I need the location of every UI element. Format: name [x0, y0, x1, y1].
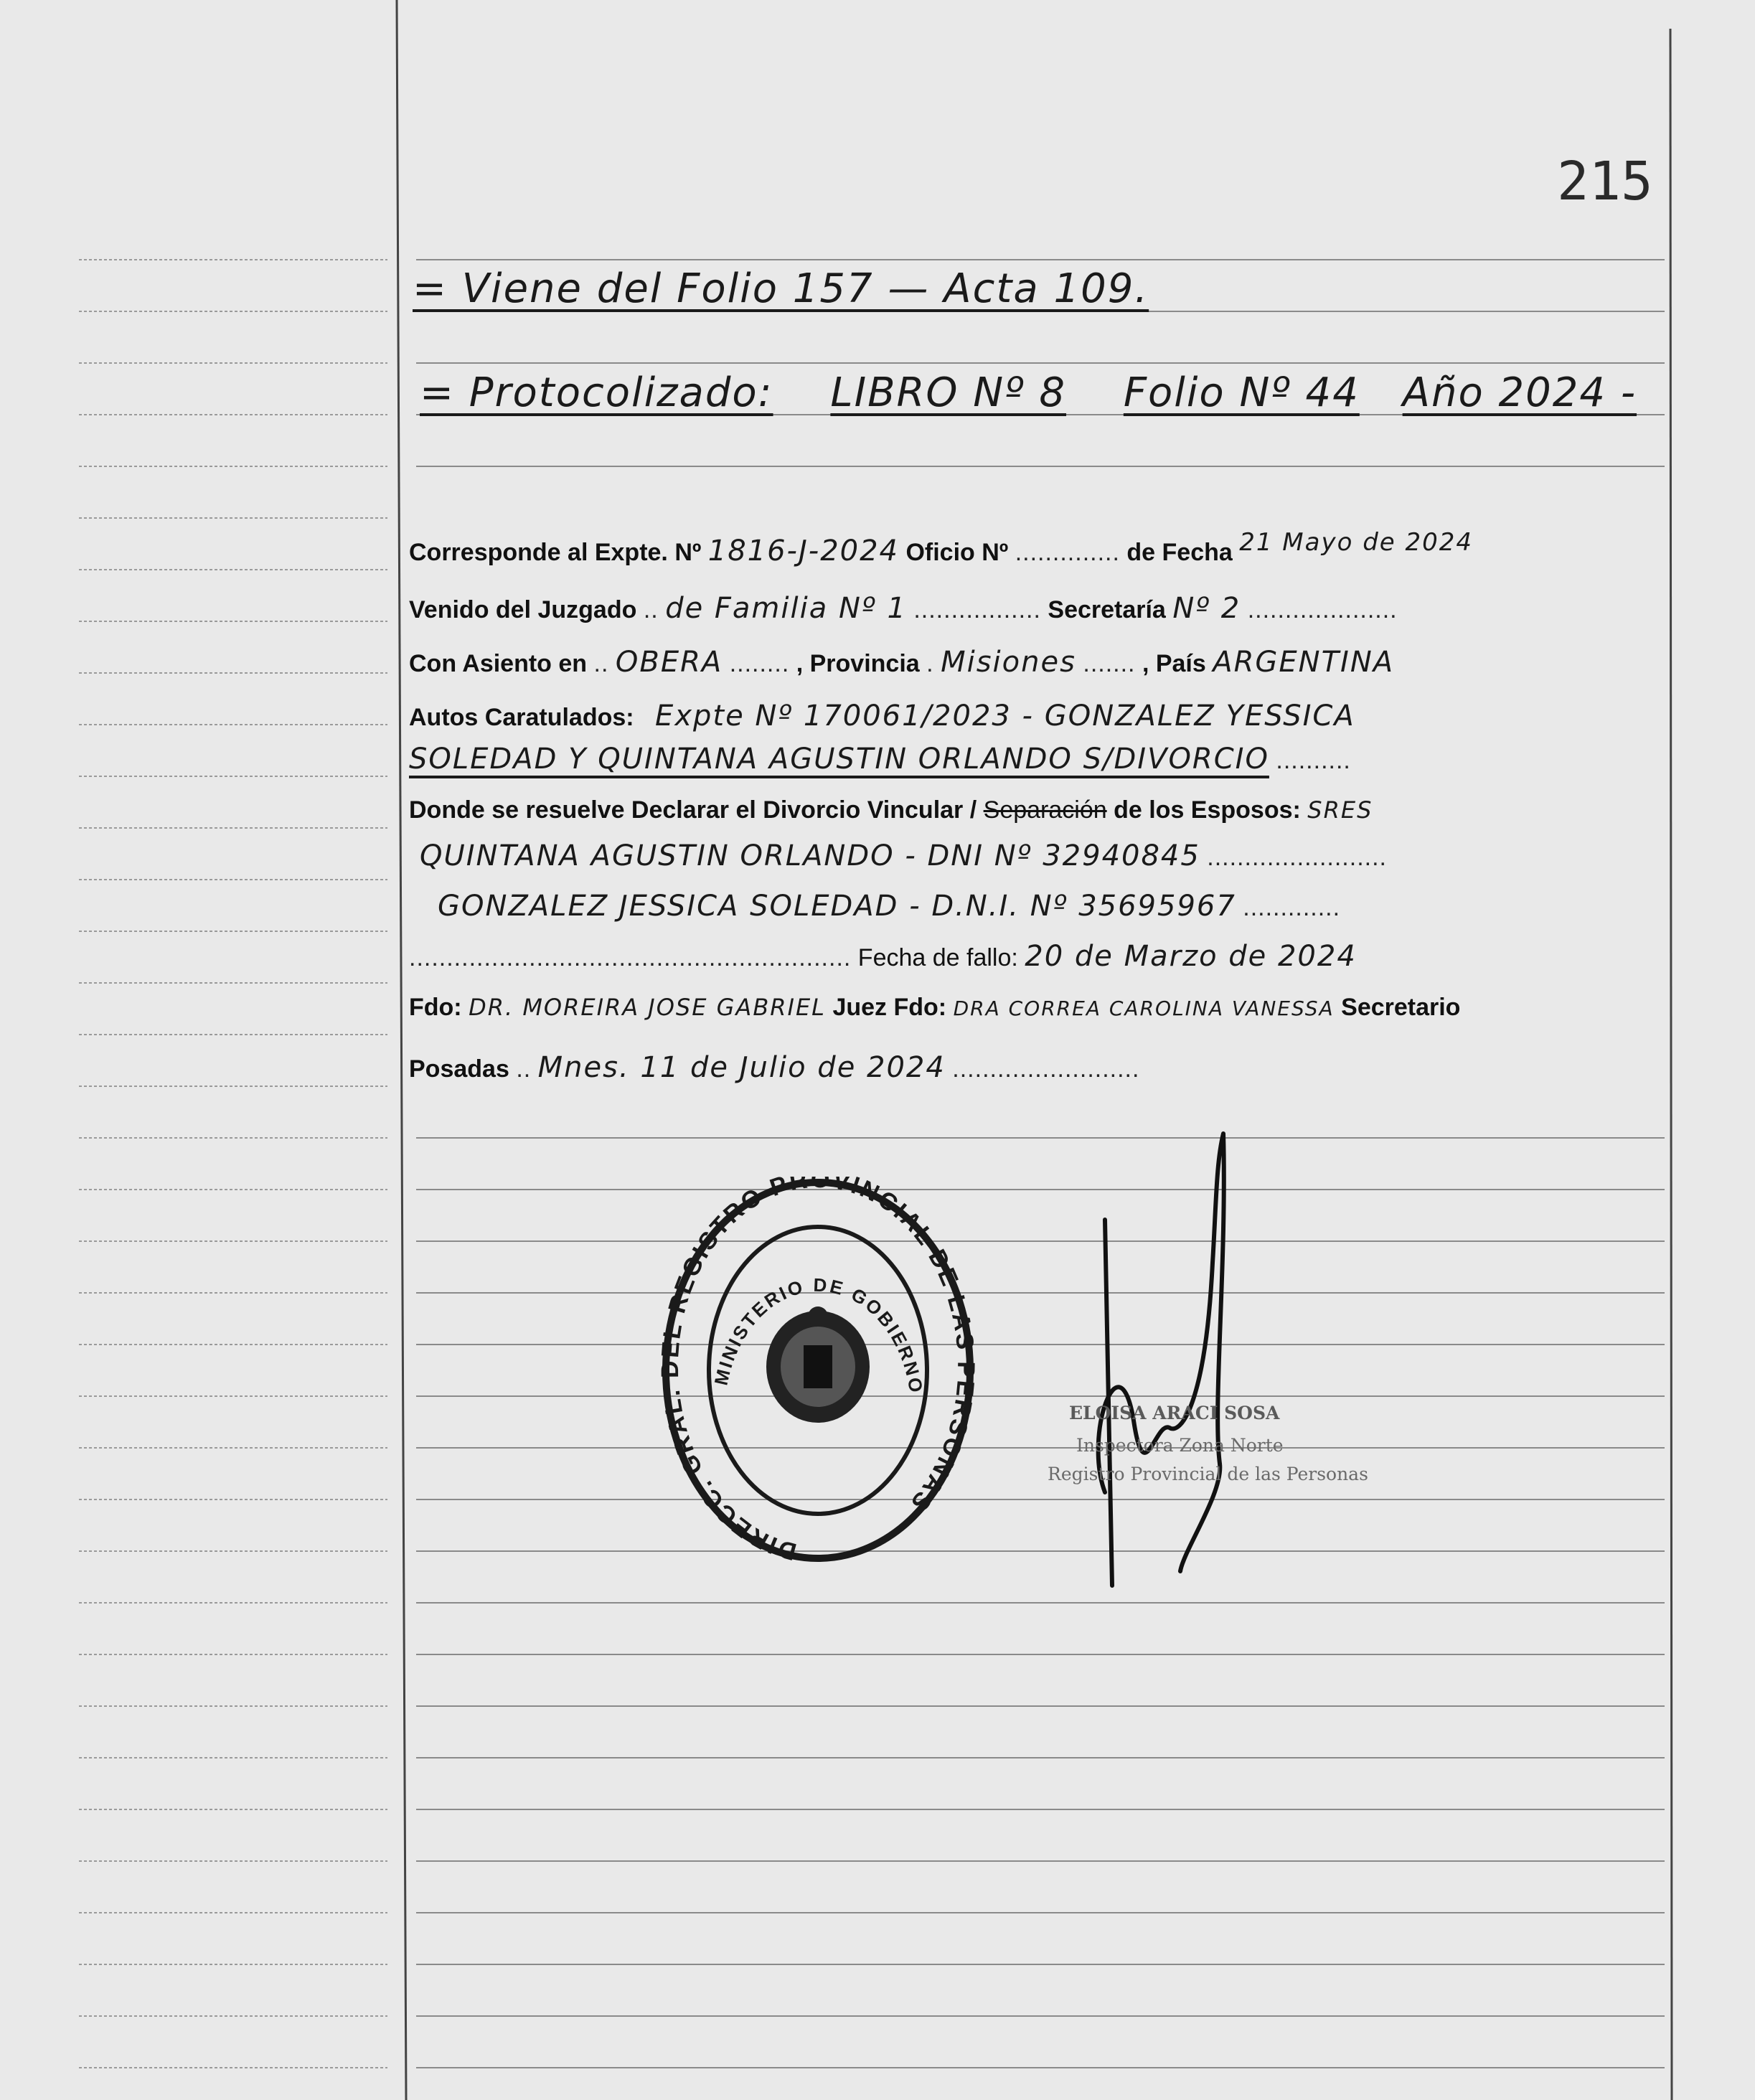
signature-org: Registro Provincial de las Personas	[1048, 1464, 1368, 1484]
dotted-fill: ..............	[1015, 539, 1120, 566]
folio-number: Folio Nº 44	[1123, 369, 1360, 416]
dotted-fill: .................	[913, 596, 1041, 623]
seal-outer-text: DIRECC. GRAL. L REGISTRO PROVINCIAL DE LA RSONAS	[660, 1177, 976, 1564]
asiento-label: Con Asiento en	[409, 650, 588, 677]
esposo-value: QUINTANA AGUSTIN ORLANDO - DNI Nº 32940845	[420, 839, 1200, 872]
dotted-fill: .......	[1083, 650, 1136, 677]
handwritten-signature	[1019, 1119, 1406, 1593]
autos-value-2: SOLEDAD Y QUINTANA AGUSTIN ORLANDO S/DIVORCIO	[409, 743, 1269, 776]
autos-line-2	[409, 743, 1351, 776]
esposos-prefix: SRES	[1307, 796, 1373, 824]
juez-value: DRA CORREA CAROLINA VANESSA	[953, 997, 1335, 1020]
fecha-value: 21 Mayo de 2024	[1239, 528, 1474, 557]
juzgado-line	[409, 592, 1398, 625]
signature-title: Inspectora Zona Norte	[1076, 1435, 1284, 1456]
asiento-value: OBERA	[615, 646, 723, 679]
asiento-line	[409, 646, 1394, 679]
provincia-value: Misiones	[941, 646, 1076, 679]
expte-value: 1816-J-2024	[707, 535, 900, 568]
dotted-fill: ........................	[1207, 844, 1387, 871]
pais-value: ARGENTINA	[1213, 646, 1395, 679]
esposa-value: GONZALEZ JESSICA SOLEDAD - D.N.I. Nº 35695967	[438, 890, 1236, 923]
fallo-line	[409, 940, 1357, 973]
folio-reference: = Viene del Folio 157 — Acta 109.	[413, 265, 1149, 312]
official-seal	[660, 1177, 976, 1564]
dotted-fill: .........................	[952, 1055, 1140, 1083]
fdo-line	[409, 994, 1460, 1022]
posadas-label: Posadas	[409, 1055, 509, 1083]
dotted-fill: ...........................................................	[409, 944, 852, 971]
dotted-fill: ..........	[1276, 747, 1351, 774]
libro-number: LIBRO Nº 8	[830, 369, 1067, 416]
esposo-line	[420, 839, 1387, 872]
dotted-fill: .	[926, 650, 934, 677]
page-number: 215	[1557, 151, 1653, 212]
donde-line	[409, 796, 1373, 824]
seal-inner-text: MINISTERIO DE GOBIERNO	[710, 1273, 928, 1396]
protocolizado-label: = Protocolizado:	[420, 369, 773, 416]
juez-label: Juez Fdo:	[832, 994, 947, 1021]
posadas-line	[409, 1051, 1139, 1084]
secretaria-value: Nº 2	[1172, 592, 1241, 625]
fallo-value: 20 de Marzo de 2024	[1025, 940, 1357, 973]
fallo-label: Fecha de fallo:	[857, 944, 1018, 971]
dotted-fill: ..	[643, 596, 659, 623]
dotted-fill: ..	[516, 1055, 532, 1083]
fecha-label: de Fecha	[1126, 539, 1233, 566]
protocolizado-line	[420, 369, 1637, 416]
margin-line	[397, 0, 406, 2100]
dotted-fill: .............	[1243, 894, 1341, 921]
donde-label: Donde se resuelve Declarar el Divorcio Vincular /	[409, 796, 977, 824]
venido-label: Venido del Juzgado	[409, 596, 637, 623]
provincia-label: , Provincia	[796, 650, 920, 677]
fdo-label: Fdo:	[409, 994, 462, 1021]
year: Año 2024 -	[1402, 369, 1637, 416]
dotted-fill: ........	[729, 650, 790, 677]
esposos-label: de los Esposos:	[1114, 796, 1301, 824]
esposa-line	[438, 890, 1340, 923]
autos-line	[409, 700, 1355, 733]
posadas-value: Mnes. 11 de Julio de 2024	[537, 1051, 946, 1084]
autos-value-1: Expte Nº 170061/2023 - GONZALEZ YESSICA	[655, 700, 1355, 733]
juzgado-value: de Familia Nº 1	[665, 592, 907, 625]
dotted-fill: ....................	[1247, 596, 1398, 623]
signature-name: ELOISA ARACI SOSA	[1069, 1403, 1280, 1423]
expte-label: Corresponde al Expte. Nº	[409, 539, 702, 566]
separacion-crossed-out: Separación	[983, 796, 1107, 824]
autos-label: Autos Caratulados:	[409, 704, 634, 731]
pais-label: , País	[1142, 650, 1206, 677]
dotted-fill: ..	[593, 650, 609, 677]
fdo-value: DR. MOREIRA JOSE GABRIEL	[469, 994, 826, 1021]
signature-block	[1019, 1119, 1406, 1593]
expte-line	[409, 528, 1474, 568]
secretario-label: Secretario	[1341, 994, 1461, 1021]
oficio-label: Oficio Nº	[905, 539, 1009, 566]
right-edge-line	[1670, 29, 1672, 2100]
coat-of-arms-icon	[766, 1306, 870, 1423]
secretaria-label: Secretaría	[1048, 596, 1166, 623]
